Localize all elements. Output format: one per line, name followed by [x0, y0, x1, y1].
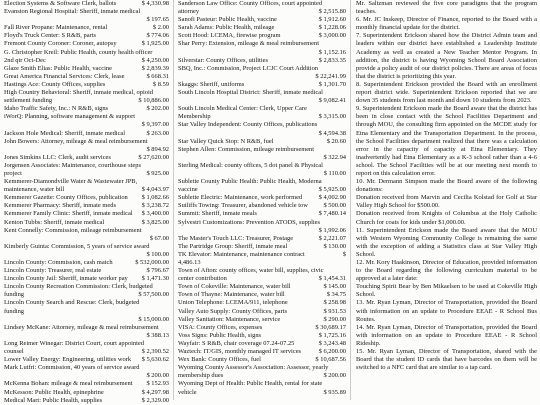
payment-entry	[4, 356, 169, 364]
payment-amount: $ 2,390.52	[139, 348, 169, 356]
payment-amount: $ 1,925.00	[139, 40, 169, 48]
payment-entry-continued	[178, 259, 346, 267]
payment-entry-continued	[178, 275, 346, 283]
payment-description: TK Elevator: Maintenance, maintenance contract	[178, 250, 305, 258]
payment-description: Lower Valley Energy: Engineering, utilities work	[4, 356, 132, 364]
payment-entry	[4, 275, 169, 283]
payment-description: project	[4, 169, 22, 177]
payment-entry-continued	[178, 73, 346, 81]
payment-description: Wex Bank: County Offices, fuel	[178, 356, 261, 364]
payment-amount: $ 4,594.38	[316, 130, 346, 138]
minutes-paragraph: Donation received from Marvin and Cecilia Kolstad for Golf at Star Valley High School for $500.00.	[356, 194, 537, 210]
payment-amount: $ 20.60	[324, 138, 346, 146]
payment-amount: $ 1,454.31	[316, 275, 346, 283]
payment-amount: $ 290.00	[320, 316, 346, 324]
column-1	[4, 0, 173, 404]
payment-entry	[178, 299, 346, 307]
payment-description: iWorQ: Planning, software management & support	[4, 113, 136, 121]
minutes-paragraph: Donation received from Knights of Columbus at the Holy Catholic Church for coats for kids under $1,000.00.	[356, 210, 537, 226]
payment-amount: $ 258.98	[320, 299, 346, 307]
payment-entry-continued	[4, 121, 169, 129]
payment-entry	[4, 40, 169, 48]
payment-description: High Country Behavioral: Sheriff, inmate medical, opioid	[4, 89, 153, 97]
payment-entry-continued	[178, 372, 346, 380]
payment-description: Idaho Traffic Safety, Inc.: N R&B, signs	[4, 105, 109, 113]
payment-description: membership dues	[178, 372, 224, 380]
payment-description: Valley Sanitation: Maintenance, service	[178, 315, 281, 323]
payment-description: Kemmerer-Diamondville Water & Wastewater JPB,	[4, 178, 138, 186]
column-2	[173, 0, 350, 400]
payment-amount: $ 774.06	[143, 32, 169, 40]
payment-entry	[4, 267, 169, 275]
payment-amount: $ 894.92	[143, 146, 169, 154]
payment-entry	[4, 397, 169, 405]
payment-entry	[4, 219, 169, 227]
minutes-paragraph: 11. Superintendent Erickson made the Board aware that the MOU with Western Wyoming Community College is remaining the same with the exception of adding a Statistics class at Star Valley High School.	[356, 226, 537, 258]
payment-amount: $ 200.00	[143, 372, 169, 380]
minutes-paragraph: 9. Superintendent Erickson made the Board aware that the district has been in close contact with the School Facilities Department and through MOU, the consulting firm appointed on the MCDE study for Etna Elementary and the Transportation Department. In the process, the School Facilities department realized that there was a calculation error in the capacity of capacity at Etna Elementary. They inadvertently had Etna Elementary as a K-3 school rather than a 4-6 school. The School Facilities will be at our meeting next month to report on this calculation error.	[356, 105, 537, 177]
minutes-paragraph: 10. Mr. Dermann Simpson made the Board aware of the following donations:	[356, 178, 537, 194]
payment-entry	[178, 267, 346, 275]
payment-description: vehicle	[178, 388, 197, 396]
payment-entry	[178, 219, 346, 227]
payment-entry-continued	[178, 170, 346, 178]
payment-entry	[4, 130, 169, 138]
payment-amount: $ 7,480.14	[316, 210, 346, 218]
payment-amount: $ 10,886.00	[135, 97, 169, 105]
payment-entry	[4, 194, 169, 202]
payment-amount: $ 22,241.99	[312, 73, 346, 81]
payment-entry	[4, 0, 169, 8]
payment-amount: $ 388.13	[143, 332, 169, 340]
payment-entry	[4, 138, 169, 146]
payment-entry-continued	[4, 308, 169, 316]
payment-description: Hastings Ace: County Offices, supplies	[4, 80, 106, 88]
payment-description: Kent Connelly: Commission, mileage reimbursement	[4, 226, 142, 234]
payment-entry	[178, 356, 346, 364]
payment-amount: $ 8.59	[150, 81, 169, 89]
payment-description: Lincoln County Search and Rescue: Clerk, budgeted	[4, 299, 140, 307]
payment-entry	[4, 202, 169, 210]
minutes-paragraph: 8. Superintendent Erickson provided the Board with an enrollment report district wide. Superintendent Erickson reported that we are down 35 students from last month and down 10 students from 2023.	[356, 80, 537, 105]
payment-description: counsel	[4, 348, 24, 356]
payment-entry	[4, 389, 169, 397]
payment-entry	[4, 324, 169, 332]
payment-description: Fall River Propane: Maintenance, rental	[4, 24, 108, 32]
payment-entry-continued	[4, 372, 169, 380]
payment-description: vaccine	[178, 186, 198, 194]
payment-entry-continued	[4, 57, 169, 65]
minutes-paragraph: Touching Spirit Bear by Ben Mikaelsen to be used at Cokeville High School.	[356, 283, 537, 299]
payment-entry	[4, 24, 169, 32]
payment-amount: $ 27,620.00	[135, 154, 169, 162]
payment-entry-continued	[4, 332, 169, 340]
payment-description: Voss Signs: Public Health, signs	[178, 331, 262, 339]
payment-entry	[178, 308, 346, 316]
payment-description: Glaze Smith Elias: Public Health, vaccine	[4, 64, 112, 72]
payment-amount: $ 668.31	[143, 73, 169, 81]
minutes-paragraph: 15. Mr. Ryan Lyman, Director of Transportation, shared with the Board that the student ID cards that have barcodes on them will be switched to a NFC card that are similar to a tap card.	[356, 348, 537, 372]
payment-entry-continued	[4, 348, 169, 356]
payment-entry	[178, 316, 346, 324]
minutes-paragraph: 14. Mr. Ryan Lyman, Director of Transportation, provided the Board with information on an update to Procedure EEAE - R School Rideship.	[356, 323, 537, 347]
payment-amount: $ 3,243.48	[316, 340, 346, 348]
payment-entry	[178, 121, 346, 129]
payment-entry	[4, 340, 169, 348]
payment-description: The Partridge Group: Sheriff, inmate meal	[178, 242, 288, 250]
payment-entry	[178, 210, 346, 218]
payment-entry	[178, 16, 346, 24]
payment-description: settlement funding	[4, 97, 53, 105]
payment-entry-continued	[178, 49, 346, 57]
payment-entry	[178, 243, 346, 251]
payment-description: Membership	[178, 113, 211, 121]
payment-entry-continued	[4, 146, 169, 154]
payment-description: funding	[4, 291, 25, 299]
payment-description: Jackson Hole Medical: Sheriff, inmate medical	[4, 129, 126, 137]
minutes-paragraph: 6. Mr. JC Inskeep, Director of Finance, reported to the Board with a monthly financial update for the district.	[356, 16, 537, 32]
payment-description: Kimberly Guinta: Commission, 5 years of service award	[4, 242, 150, 250]
payment-amount: $ 4,043.97	[139, 186, 169, 194]
payment-amount: $ 2,833.35	[316, 57, 346, 65]
payment-entry	[178, 146, 346, 154]
payment-entry	[178, 324, 346, 332]
payment-description: Floyd's Truck Center: S R&B, parts	[4, 32, 97, 40]
payment-amount: $ 15,000.00	[135, 316, 169, 324]
payment-description: Kemmerer Pharmacy: Sheriff, inmate meds	[4, 202, 116, 210]
payment-entry-continued	[4, 316, 169, 324]
payment-entry	[178, 340, 346, 348]
payment-entry-continued	[178, 97, 346, 105]
payment-description: Sylvestri Customizations: Prevention ATODS, supplies	[178, 218, 321, 226]
payment-description: Long Reimer Winegar: District Court, court appointed	[4, 339, 144, 347]
payment-description: 2nd qtr Oct-Dec	[4, 56, 46, 64]
payment-amount: $ 3,238.72	[139, 202, 169, 210]
payment-description: Lincoln County Recreation Commission: Clerk, budgeted	[4, 283, 153, 291]
payment-entry	[178, 138, 346, 146]
payment-description: Lindsey McKane: Attorney, mileage & meal reimbursement	[4, 323, 159, 331]
payment-entry	[4, 162, 169, 170]
payment-description: Kenton Tubbs: Sheriff, inmate medical	[4, 218, 105, 226]
payment-description: Lincoln County: Treasurer, real estate	[4, 267, 102, 275]
payment-description: Scott Hood: LCEMA, firewise program	[178, 32, 281, 40]
payment-description: Waztech: IT/GIS, monthly managed IT services	[178, 348, 302, 356]
payment-amount: $	[340, 251, 346, 259]
payment-description: Star Valley Quick Stop: N R&B, fuel	[178, 137, 274, 145]
payment-entry	[178, 40, 346, 48]
payment-description: Wyoming Dept of Health: Public Health, rental for state	[178, 380, 323, 388]
payment-entry-continued	[178, 389, 346, 397]
payment-entry-continued	[4, 251, 169, 259]
payment-entry	[178, 194, 346, 202]
payment-description: Sanderson Law Office: County Offices, court appointed	[178, 0, 323, 7]
payment-description: South Lincoln Hospital District: Sheriff, inmate medical	[178, 89, 323, 97]
payment-amount: $ 1,152.16	[316, 49, 346, 57]
payment-entry	[4, 89, 169, 97]
payment-amount: $ 9,082.41	[316, 97, 346, 105]
payment-entry-continued	[178, 227, 346, 235]
payment-description: Great America Financial Services: Clerk, lease	[4, 72, 125, 80]
payment-amount: $ 10,687.56	[312, 356, 346, 364]
payment-entry	[4, 227, 169, 235]
payment-entry	[178, 251, 346, 259]
payment-entry	[178, 81, 346, 89]
payment-amount: $ 263.00	[143, 130, 169, 138]
payment-amount: $ 4,297.98	[139, 389, 169, 397]
payment-entry	[4, 364, 169, 372]
payment-entry	[178, 291, 346, 299]
payment-entry	[4, 283, 169, 291]
payment-description: Wayfair: S R&B, chair coverage 07.24-07.25	[178, 339, 295, 347]
payment-entry	[178, 89, 346, 97]
payment-amount: $ 4,002.90	[316, 194, 346, 202]
payment-entry-continued	[178, 113, 346, 121]
payment-description: Medical Mart: Public Health, supplies	[4, 396, 103, 404]
payment-description: G. Christopher Kreil: Public Health, county health officer	[4, 48, 153, 56]
payment-entry-continued	[4, 16, 169, 24]
payment-description: VISA: County Offices, expenses	[178, 323, 263, 331]
payment-amount: $ 925.00	[143, 170, 169, 178]
payment-entry	[4, 65, 169, 73]
payment-entry-continued	[4, 170, 169, 178]
payment-entry	[4, 259, 169, 267]
payment-amount: $ 2,839.39	[139, 65, 169, 73]
payment-entry	[178, 283, 346, 291]
payment-amount: $ 796.67	[143, 267, 169, 275]
payment-description: Sarah Adams: Public Health, mileage	[178, 24, 275, 32]
payment-description: Town of Afton: county offices, water bill, supplies, civic	[178, 267, 324, 275]
payment-description: Sutliffs Towing: Treasurer, abandoned vehicle tow	[178, 202, 308, 210]
payment-amount: $ 322.94	[320, 154, 346, 162]
payment-amount: $ 9,397.00	[139, 121, 169, 129]
payment-entry	[178, 178, 346, 186]
payment-amount: $ 1,471.30	[139, 275, 169, 283]
payment-description: John Bowers: Attorney, mileage & meal reimbursement	[4, 137, 148, 145]
payment-entry	[178, 65, 346, 73]
payment-amount: $ 34.75	[324, 291, 346, 299]
payment-entry	[178, 202, 346, 210]
payment-description: Shar Perry: Extension, mileage & meal reimbursement	[178, 40, 320, 48]
minutes-paragraph: Mr. Saltzman reviewed the five core paradigms that the program teaches.	[356, 0, 537, 16]
payment-amount: $ 200.00	[320, 372, 346, 380]
payment-description: Town of Thayne: Maintenance, water bill	[178, 291, 285, 299]
payment-amount: $ 57,500.00	[135, 291, 169, 299]
payment-amount: $ 3,400.00	[139, 210, 169, 218]
payment-entry	[4, 380, 169, 388]
payment-description: attorney	[178, 8, 200, 16]
payment-description: center contribution	[178, 275, 227, 283]
payment-description: Fremont County Coroner: Coroner, autopsy	[4, 40, 117, 48]
payment-amount: $ 197.65	[143, 16, 169, 24]
payment-amount: $ 2,221.07	[316, 235, 346, 243]
payment-entry-continued	[178, 130, 346, 138]
payment-entry-continued	[4, 186, 169, 194]
payment-entry	[4, 178, 169, 186]
payment-amount: $ 931.53	[320, 308, 346, 316]
payment-description: Kemmerer Gazette: County Offices, publication	[4, 194, 128, 202]
payment-entry	[178, 364, 346, 372]
payment-amount: $ 5,925.00	[316, 186, 346, 194]
payment-description: Mark Lutfri: Commission, 40 years of service award	[4, 364, 140, 372]
payment-description: Lincoln County Jail: Sheriff, inmate worker pay	[4, 275, 128, 283]
payment-amount: $ 5,630.62	[139, 356, 169, 364]
payment-description: Town of Cokeville: Maintenance, water bill	[178, 283, 291, 291]
payment-entry	[178, 162, 346, 170]
payment-description: funding	[4, 307, 25, 315]
payment-amount: $ 1,992.06	[316, 227, 346, 235]
payment-entry	[178, 105, 346, 113]
payment-description: maintenance, water bill	[4, 186, 65, 194]
column-3	[350, 0, 537, 400]
payment-amount: $ 152.93	[143, 380, 169, 388]
payment-description: Jorgensen Associates: Maintenance, courthouse steps	[4, 161, 142, 169]
payment-description: Valley Auto Supply: County Offices, parts	[178, 307, 287, 315]
payment-amount: $ 67.00	[147, 235, 169, 243]
payment-amount: $ 145.00	[320, 283, 346, 291]
payment-description: Skaggs: Sheriff, uniforms	[178, 80, 245, 88]
payment-entry-continued	[4, 97, 169, 105]
payment-entry	[178, 32, 346, 40]
payment-entry	[4, 154, 169, 162]
payment-entry	[178, 348, 346, 356]
payment-amount: $ 1,228.06	[316, 24, 346, 32]
payment-description: Sublette County Public Health: Public Health, Moderna	[178, 178, 322, 186]
payment-amount: $ 3,000.00	[316, 32, 346, 40]
payment-entry	[178, 57, 346, 65]
minutes-paragraph: 7. Superintendent Erickson shared how the District Admin team and leaders within our district have established a Leadership Institute Academy as well as created a New Teacher Mentor Program. In addition, the district is having Wyoming School Board Association provide a policy audit of our district policies. There are areas of focus that the district is prioritizing this year.	[356, 32, 537, 80]
payment-description: Evanston Regional Hospital: Sheriff, inmate medical	[4, 8, 141, 16]
payment-amount: $ 1,082.66	[139, 194, 169, 202]
payment-amount: $ 2,515.80	[316, 8, 346, 16]
payment-description: Wyoming County Assessor's Association: Assessor, yearly	[178, 364, 329, 372]
payment-entry	[178, 380, 346, 388]
payment-amount: $ 532,000.00	[132, 259, 169, 267]
payment-amount: $ 4,330.98	[139, 0, 169, 8]
payment-description: Summit: Sheriff, inmate meals	[178, 210, 257, 218]
payment-description: Sterling Medical: county offices, 5 dot panel & Physical	[178, 161, 323, 169]
payment-description: 4,486.13	[178, 259, 201, 266]
payment-amount: $ 935.89	[320, 389, 346, 397]
payment-entry	[4, 299, 169, 307]
payment-entry-continued	[4, 291, 169, 299]
payment-amount: $ 1,725.16	[316, 332, 346, 340]
payment-entry	[4, 113, 169, 121]
payment-amount: $ 2.00	[150, 24, 169, 32]
payment-entry	[178, 235, 346, 243]
payment-description: Silverstar: County Offices, utilities	[178, 56, 268, 64]
payment-description: McKenna Bohan: mileage & meal reimbursement	[4, 380, 133, 388]
payment-amount: $ 3,315.00	[316, 113, 346, 121]
payment-entry	[4, 32, 169, 40]
payment-amount: $ 100.00	[143, 251, 169, 259]
payment-description: McKesson: Public Health, epinephrine	[4, 388, 104, 396]
payment-entry	[4, 210, 169, 218]
payment-description: Kemmerer Family Clinic: Sheriff, inmate medical	[4, 210, 133, 218]
payment-entry-continued	[178, 154, 346, 162]
payment-entry	[4, 243, 169, 251]
payment-amount: $ 1,301.70	[316, 81, 346, 89]
payment-amount: $ 30,689.17	[312, 324, 346, 332]
payment-description: Sublette Electric: Maintenance, work performed	[178, 194, 303, 202]
payment-entry	[4, 105, 169, 113]
payment-entry-continued	[178, 186, 346, 194]
payment-description: Stephen Allen: Commission, mileage reimbursement	[178, 145, 315, 153]
payment-description: Election Systems & Software Clerk, ballots	[4, 0, 117, 7]
payment-entry-continued	[178, 8, 346, 16]
payment-entry	[178, 24, 346, 32]
payment-entry	[4, 81, 169, 89]
payment-description: The Master's Touch LLC: Treasurer, Postage	[178, 234, 294, 242]
payment-amount: $ 1,912.60	[316, 16, 346, 24]
payment-description: Lincoln County: Commission, cash match	[4, 259, 113, 266]
payment-amount: $ 4,250.00	[139, 57, 169, 65]
payment-description: Jones Simkins LLC: Clerk, audit services	[4, 153, 111, 161]
payment-amount: $ 110.00	[321, 170, 346, 178]
payment-entry	[178, 0, 346, 8]
payment-description: SBQ, Inc.: Commission, Project LCJC Court Addition	[178, 64, 319, 72]
payment-amount: $ 202.00	[143, 105, 169, 113]
payment-description: South Lincoln Medical Center: Clerk, Upper Care	[178, 105, 307, 113]
payment-entry	[4, 49, 169, 57]
payment-description: Union Telephone: LCEMA/911, telephone	[178, 299, 288, 307]
payment-amount: $ 130.00	[320, 243, 346, 251]
payment-amount: $ 3,825.00	[139, 219, 169, 227]
minutes-paragraph: 13. Mr. Ryan Lyman, Director of Transportation, provided the Board with information on an update to Procedure EEAE - R School Bus Routes.	[356, 299, 537, 323]
payment-entry-continued	[4, 235, 169, 243]
payment-amount: $ 500.00	[320, 202, 346, 210]
payment-entry	[178, 332, 346, 340]
payment-entry	[4, 73, 169, 81]
payment-amount: $ 6,200.00	[316, 348, 346, 356]
payment-entry	[4, 8, 169, 16]
payment-description: Sanofi Pasteur: Public Health, vaccine	[178, 16, 277, 24]
payment-amount: $ 2,329.00	[139, 397, 169, 405]
minutes-paragraph: 12. Mr. Kory Haakinson, Director of Education, provided information to the Board regarding the following curriculum material to be approved at a later date:	[356, 259, 537, 283]
payment-description: Star Valley Independent: County Offices, publications	[178, 121, 318, 129]
